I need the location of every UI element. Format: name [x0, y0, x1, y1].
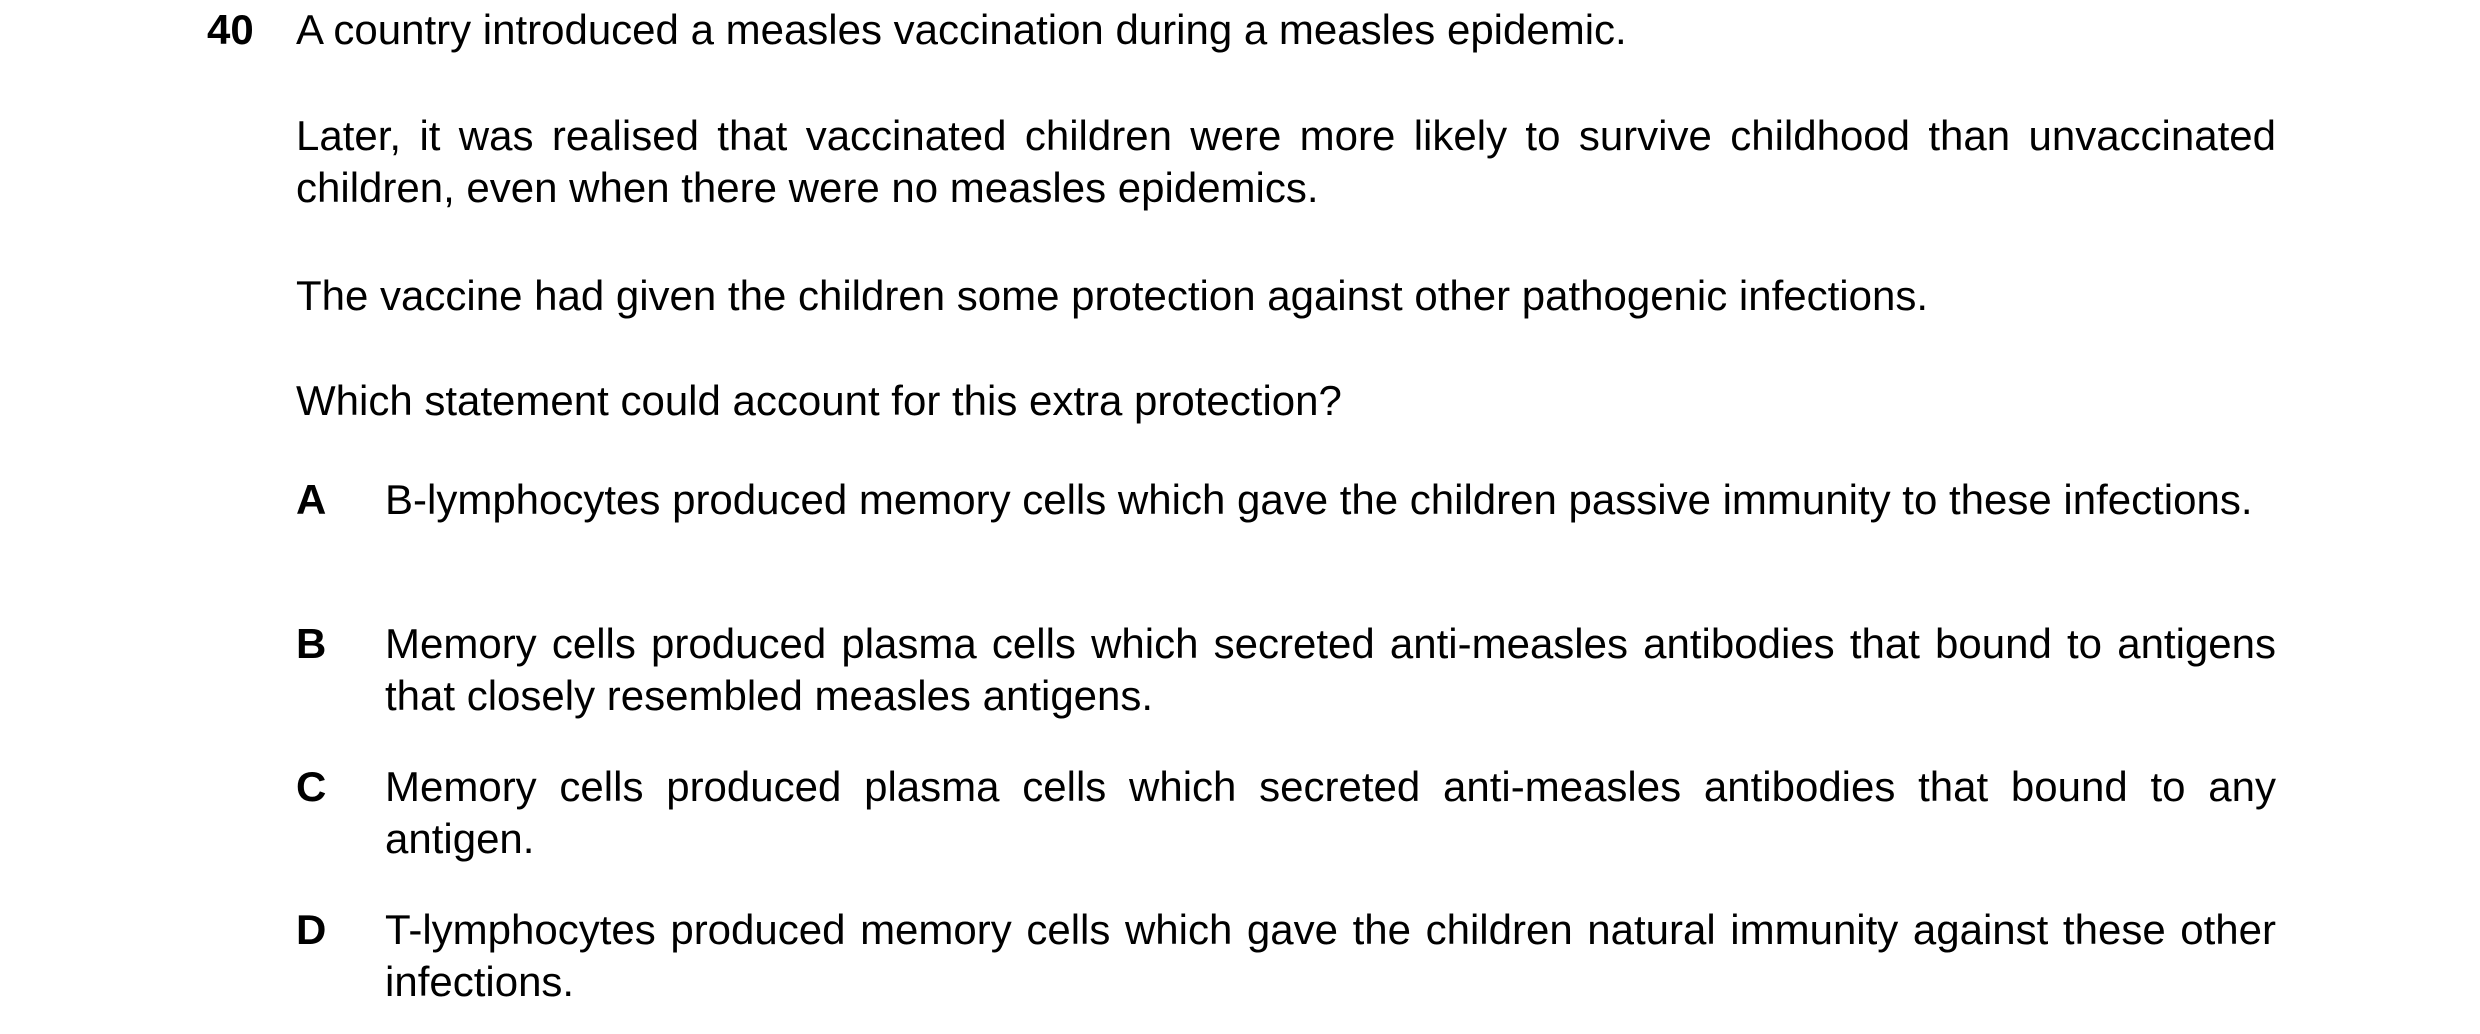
- question-context: Later, it was realised that vaccinated children were more likely to survive childhood than unvaccinated children, even when there were no measles epidemics.: [296, 112, 2276, 211]
- option-text: T-lymphocytes produced memory cells which gave the children natural immunity against these other infections.: [385, 906, 2276, 1005]
- question-statement: The vaccine had given the children some protection against other pathogenic infections.: [296, 272, 1929, 319]
- option-letter: A: [296, 476, 327, 523]
- question-intro: A country introduced a measles vaccination during a measles epidemic.: [296, 6, 1627, 53]
- option-letter: D: [296, 906, 327, 953]
- option-letter: C: [296, 763, 327, 810]
- option-text: Memory cells produced plasma cells which secreted anti-measles antibodies that bound to any antigen.: [385, 763, 2276, 862]
- option-text: Memory cells produced plasma cells which secreted anti-measles antibodies that bound to antigens that closely resembled measles antigens.: [385, 620, 2276, 719]
- option-text: B-lymphocytes produced memory cells which gave the children passive immunity to these infections.: [385, 476, 2253, 523]
- option-letter: B: [296, 620, 327, 667]
- question-number: 40: [207, 6, 254, 53]
- question-prompt: Which statement could account for this extra protection?: [296, 377, 1342, 424]
